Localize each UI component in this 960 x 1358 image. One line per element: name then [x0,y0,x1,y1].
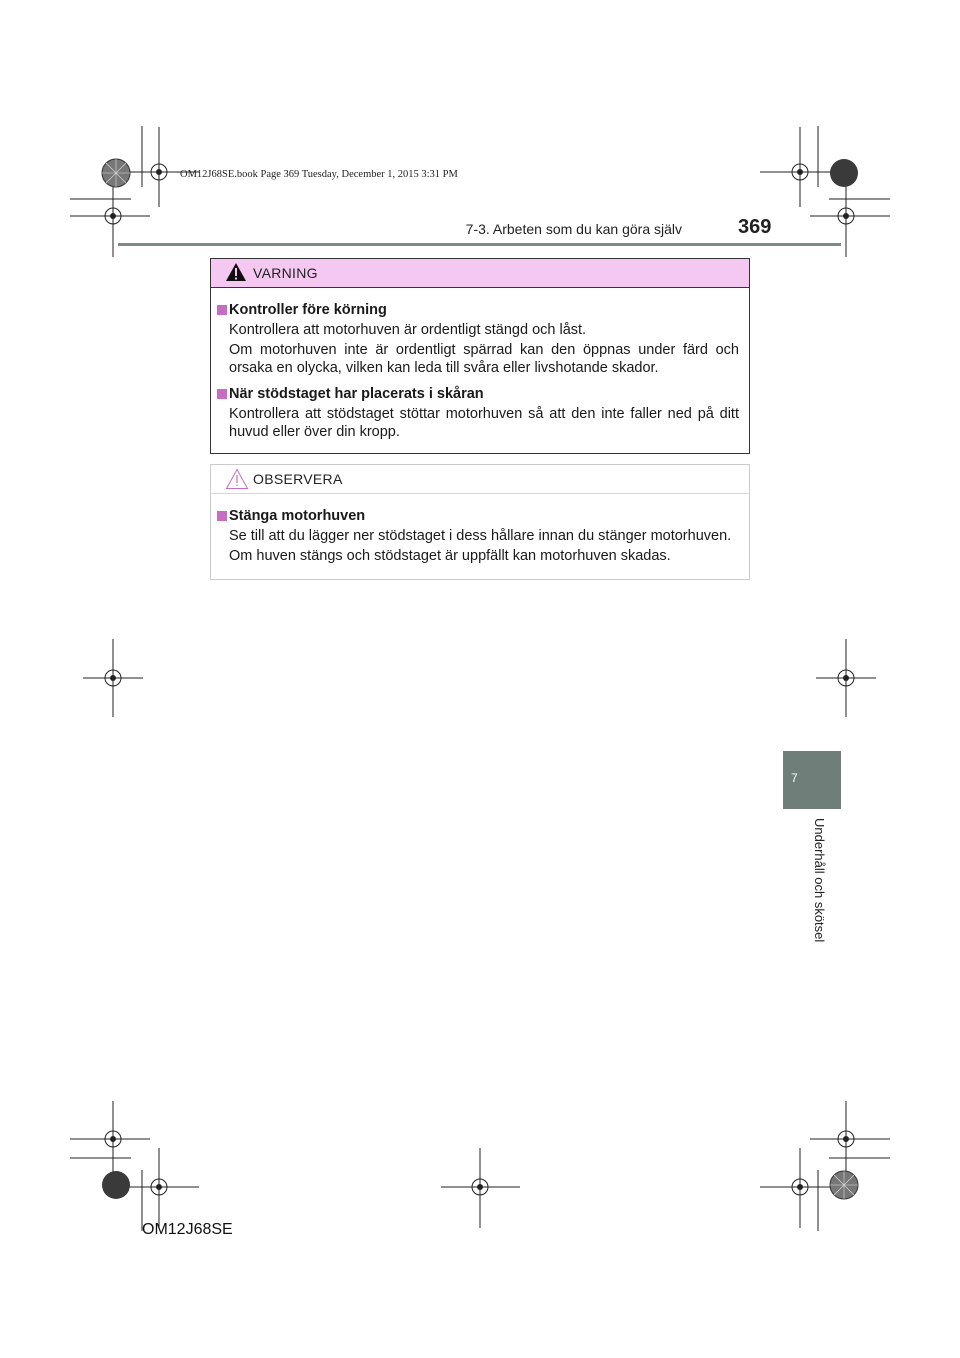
chapter-title: Underhåll och skötsel [812,818,827,943]
notice-header [211,465,749,494]
warning-item [215,300,739,378]
chapter-tab [783,751,841,809]
warning-item-text: Kontrollera att stödstaget stöttar motorhuven så att den inte faller ned på ditt huvud eller över din kropp. [229,405,739,440]
notice-item-title: Stänga motorhuven [229,508,366,524]
notice-body [211,494,749,565]
manual-code: OM12J68SE [142,1221,233,1238]
warning-item-text: Kontrollera att motorhuven är ordentligt stängd och låst. [229,322,587,338]
square-bullet-icon [217,511,227,521]
warning-item-title: När stödstaget har placerats i skåran [229,385,484,402]
header-rule [118,243,841,246]
warning-header [211,259,749,288]
square-bullet-icon [217,389,227,399]
notice-box [210,464,750,580]
notice-item-text: Se till att du lägger ner stödstaget i dess hållare innan du stänger motorhuven. [229,528,732,544]
warning-item-title: Kontroller före körning [229,302,387,318]
book-info-line: OM12J68SE.book Page 369 Tuesday, December 1, 2015 3:31 PM [180,169,458,180]
page-number: 369 [738,216,772,238]
warning-label: VARNING [253,265,318,281]
notice-item [215,506,739,565]
warning-triangle-icon [225,262,247,282]
warning-item [215,384,739,442]
square-bullet-icon [217,305,227,315]
notice-item-text: Om huven stängs och stödstaget är uppfällt kan motorhuven skadas. [229,547,671,564]
warning-body [211,288,749,442]
section-title: 7-3. Arbeten som du kan göra själv [465,221,682,237]
warning-item-text: Om motorhuven inte är ordentligt spärrad kan den öppnas under färd och orsaka en olycka, vilken kan leda till svåra eller livshotande skador. [229,341,739,376]
caution-outline-triangle-icon [225,468,249,490]
warning-box [210,258,750,454]
notice-label: OBSERVERA [253,471,343,487]
chapter-number: 7 [791,771,798,785]
